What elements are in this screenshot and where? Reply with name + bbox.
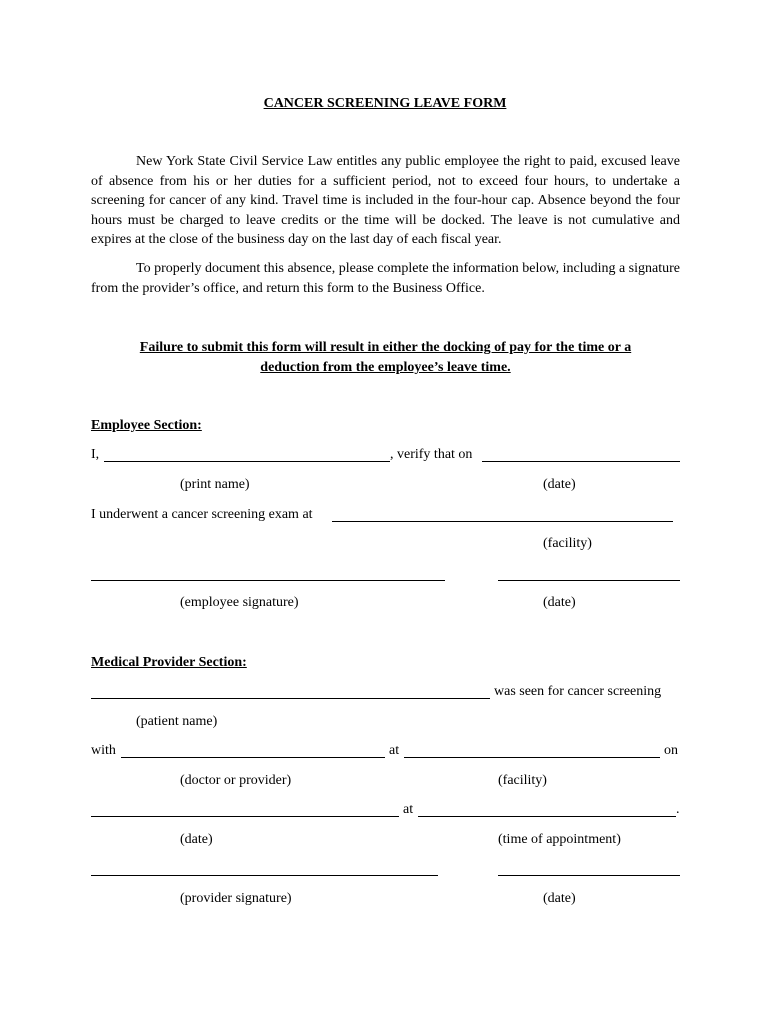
date-label: (date): [543, 477, 576, 492]
on-text: on: [664, 743, 678, 758]
doctor-field[interactable]: [121, 757, 385, 758]
intro-paragraph-2: [91, 259, 680, 298]
appointment-date-label: (date): [180, 832, 213, 847]
seen-text: was seen for cancer screening: [494, 684, 662, 699]
at-text-2: at: [403, 802, 414, 817]
intro-paragraph-1: [91, 152, 680, 250]
facility-field[interactable]: [332, 521, 673, 522]
provider-facility-label: (facility): [498, 773, 547, 788]
appointment-time-label: (time of appointment): [498, 832, 621, 847]
print-name-label: (print name): [180, 477, 250, 492]
intro-paragraph-2-text: To properly document this absence, please complete the information below, including a signature from the provider’s office, and return this form to the Business Office.: [91, 261, 680, 296]
warning-notice: [91, 338, 680, 378]
exam-text: I underwent a cancer screening exam at: [91, 507, 313, 522]
employee-signature-label: (employee signature): [180, 595, 299, 610]
employee-section-heading: Employee Section:: [91, 418, 202, 433]
print-name-field[interactable]: [104, 461, 390, 462]
appointment-time-field[interactable]: [418, 816, 676, 817]
patient-name-label: (patient name): [136, 714, 218, 729]
provider-section-heading: Medical Provider Section:: [91, 655, 247, 670]
doctor-label: (doctor or provider): [180, 773, 292, 788]
provider-signature-date-field[interactable]: [498, 875, 680, 876]
employee-signature-date-label: (date): [543, 595, 576, 610]
provider-facility-field[interactable]: [404, 757, 660, 758]
i-prefix: I,: [91, 447, 100, 462]
form-title: CANCER SCREENING LEAVE FORM: [263, 96, 507, 111]
warning-line-1: Failure to submit this form will result in either the docking of pay for the time or a: [139, 340, 632, 355]
appointment-date-field[interactable]: [91, 816, 399, 817]
employee-signature-field[interactable]: [91, 580, 445, 581]
period-text: .: [676, 802, 680, 817]
provider-signature-date-label: (date): [543, 891, 576, 906]
with-text: with: [91, 743, 116, 758]
patient-name-field[interactable]: [91, 698, 490, 699]
intro-paragraph-1-text: New York State Civil Service Law entitles any public employee the right to paid, excused leave of absence from his or her duties for a sufficient period, not to exceed four hours, to undertake a screening for cancer of any kind. Travel time is included in the four-hour cap. Absence beyond the four hours must be charged to leave credits or the time will be docked. The leave is not cumulative and expires at the close of the business day on the last day of each fiscal year.: [91, 154, 680, 247]
employee-signature-date-field[interactable]: [498, 580, 680, 581]
warning-line-2: deduction from the employee’s leave time.: [260, 360, 511, 375]
at-text: at: [389, 743, 400, 758]
date-field[interactable]: [482, 461, 680, 462]
provider-signature-field[interactable]: [91, 875, 438, 876]
provider-signature-label: (provider signature): [180, 891, 292, 906]
verify-text: , verify that on: [390, 447, 473, 462]
facility-label: (facility): [543, 536, 592, 551]
